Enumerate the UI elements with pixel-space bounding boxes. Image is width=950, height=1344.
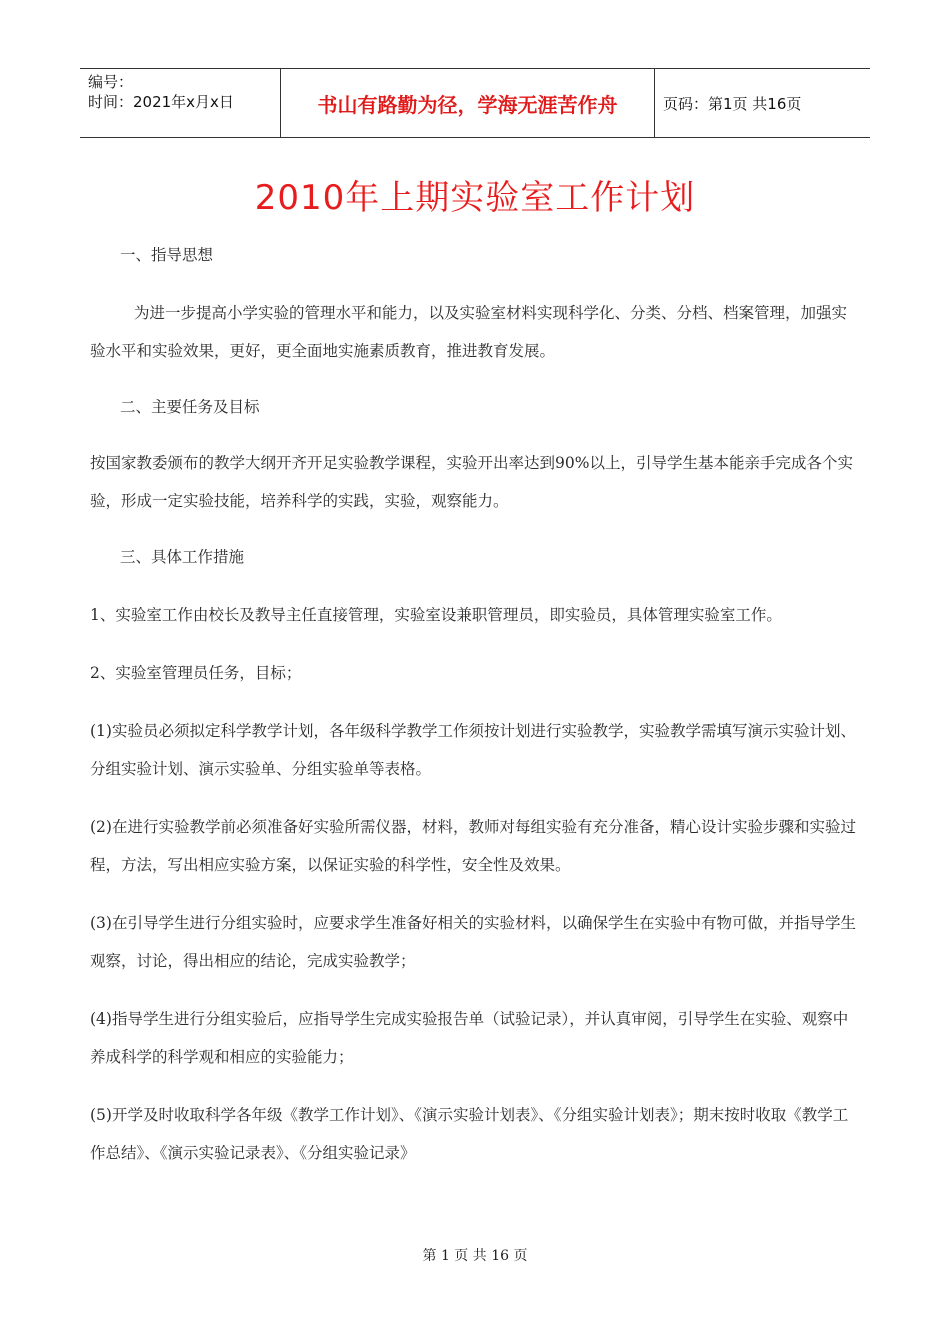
list-item-1: 1、实验室工作由校长及教导主任直接管理，实验室设兼职管理员，即实验员，具体管理实验室工作。 xyxy=(90,606,782,624)
header-page-number: 页码：第1页 共16页 xyxy=(663,94,802,113)
section-heading-tasks: 二、主要任务及目标 xyxy=(120,398,260,416)
section-heading-guiding-ideology: 一、指导思想 xyxy=(120,246,214,264)
paragraph-tasks: 按国家教委颁布的教学大纲开齐开足实验教学课程，实验开出率达到90%以上，引导学生基本能亲手完成各个实验，形成一定实验技能，培养科学的实践，实验，观察能力。 xyxy=(90,454,853,510)
document-body xyxy=(90,236,860,1172)
page-header xyxy=(80,68,870,138)
header-info-cell xyxy=(80,69,281,137)
header-motto: 书山有路勤为径，学海无涯苦作舟 xyxy=(281,69,655,137)
document-date-label: 时间：2021年x月x日 xyxy=(88,93,234,111)
sub-item-2: (2)在进行实验教学前必须准备好实验所需仪器，材料，教师对每组实验有充分准备，精心设计实验步骤和实验过程，方法，写出相应实验方案，以保证实验的科学性，安全性及效果。 xyxy=(90,818,856,874)
list-item-2: 2、实验室管理员任务，目标； xyxy=(90,664,302,682)
sub-item-1: (1)实验员必须拟定科学教学计划，各年级科学教学工作须按计划进行实验教学，实验教学需填写演示实验计划、分组实验计划、演示实验单、分组实验单等表格。 xyxy=(90,722,856,778)
sub-item-4: (4)指导学生进行分组实验后，应指导学生完成实验报告单（试验记录），并认真审阅，引导学生在实验、观察中养成科学的科学观和相应的实验能力； xyxy=(90,1010,849,1066)
section-heading-measures: 三、具体工作措施 xyxy=(120,548,245,566)
paragraph-guiding-ideology: 为进一步提高小学实验的管理水平和能力，以及实验室材料实现科学化、分类、分档、档案管理，加强实验水平和实验效果，更好，更全面地实施素质教育，推进教育发展。 xyxy=(90,304,848,360)
document-title: 2010年上期实验室工作计划 xyxy=(254,178,696,218)
page-footer: 第 1 页 共 16 页 xyxy=(422,1248,528,1264)
sub-item-3: (3)在引导学生进行分组实验时，应要求学生准备好相关的实验材料，以确保学生在实验中有物可做，并指导学生观察，讨论，得出相应的结论，完成实验教学； xyxy=(90,914,856,970)
sub-item-5: (5)开学及时收取科学各年级《教学工作计划》、《演示实验计划表》、《分组实验计划表》；期末按时收取《教学工作总结》、《演示实验记录表》、《分组实验记录》 xyxy=(90,1106,849,1162)
document-number-label: 编号： xyxy=(88,73,134,91)
